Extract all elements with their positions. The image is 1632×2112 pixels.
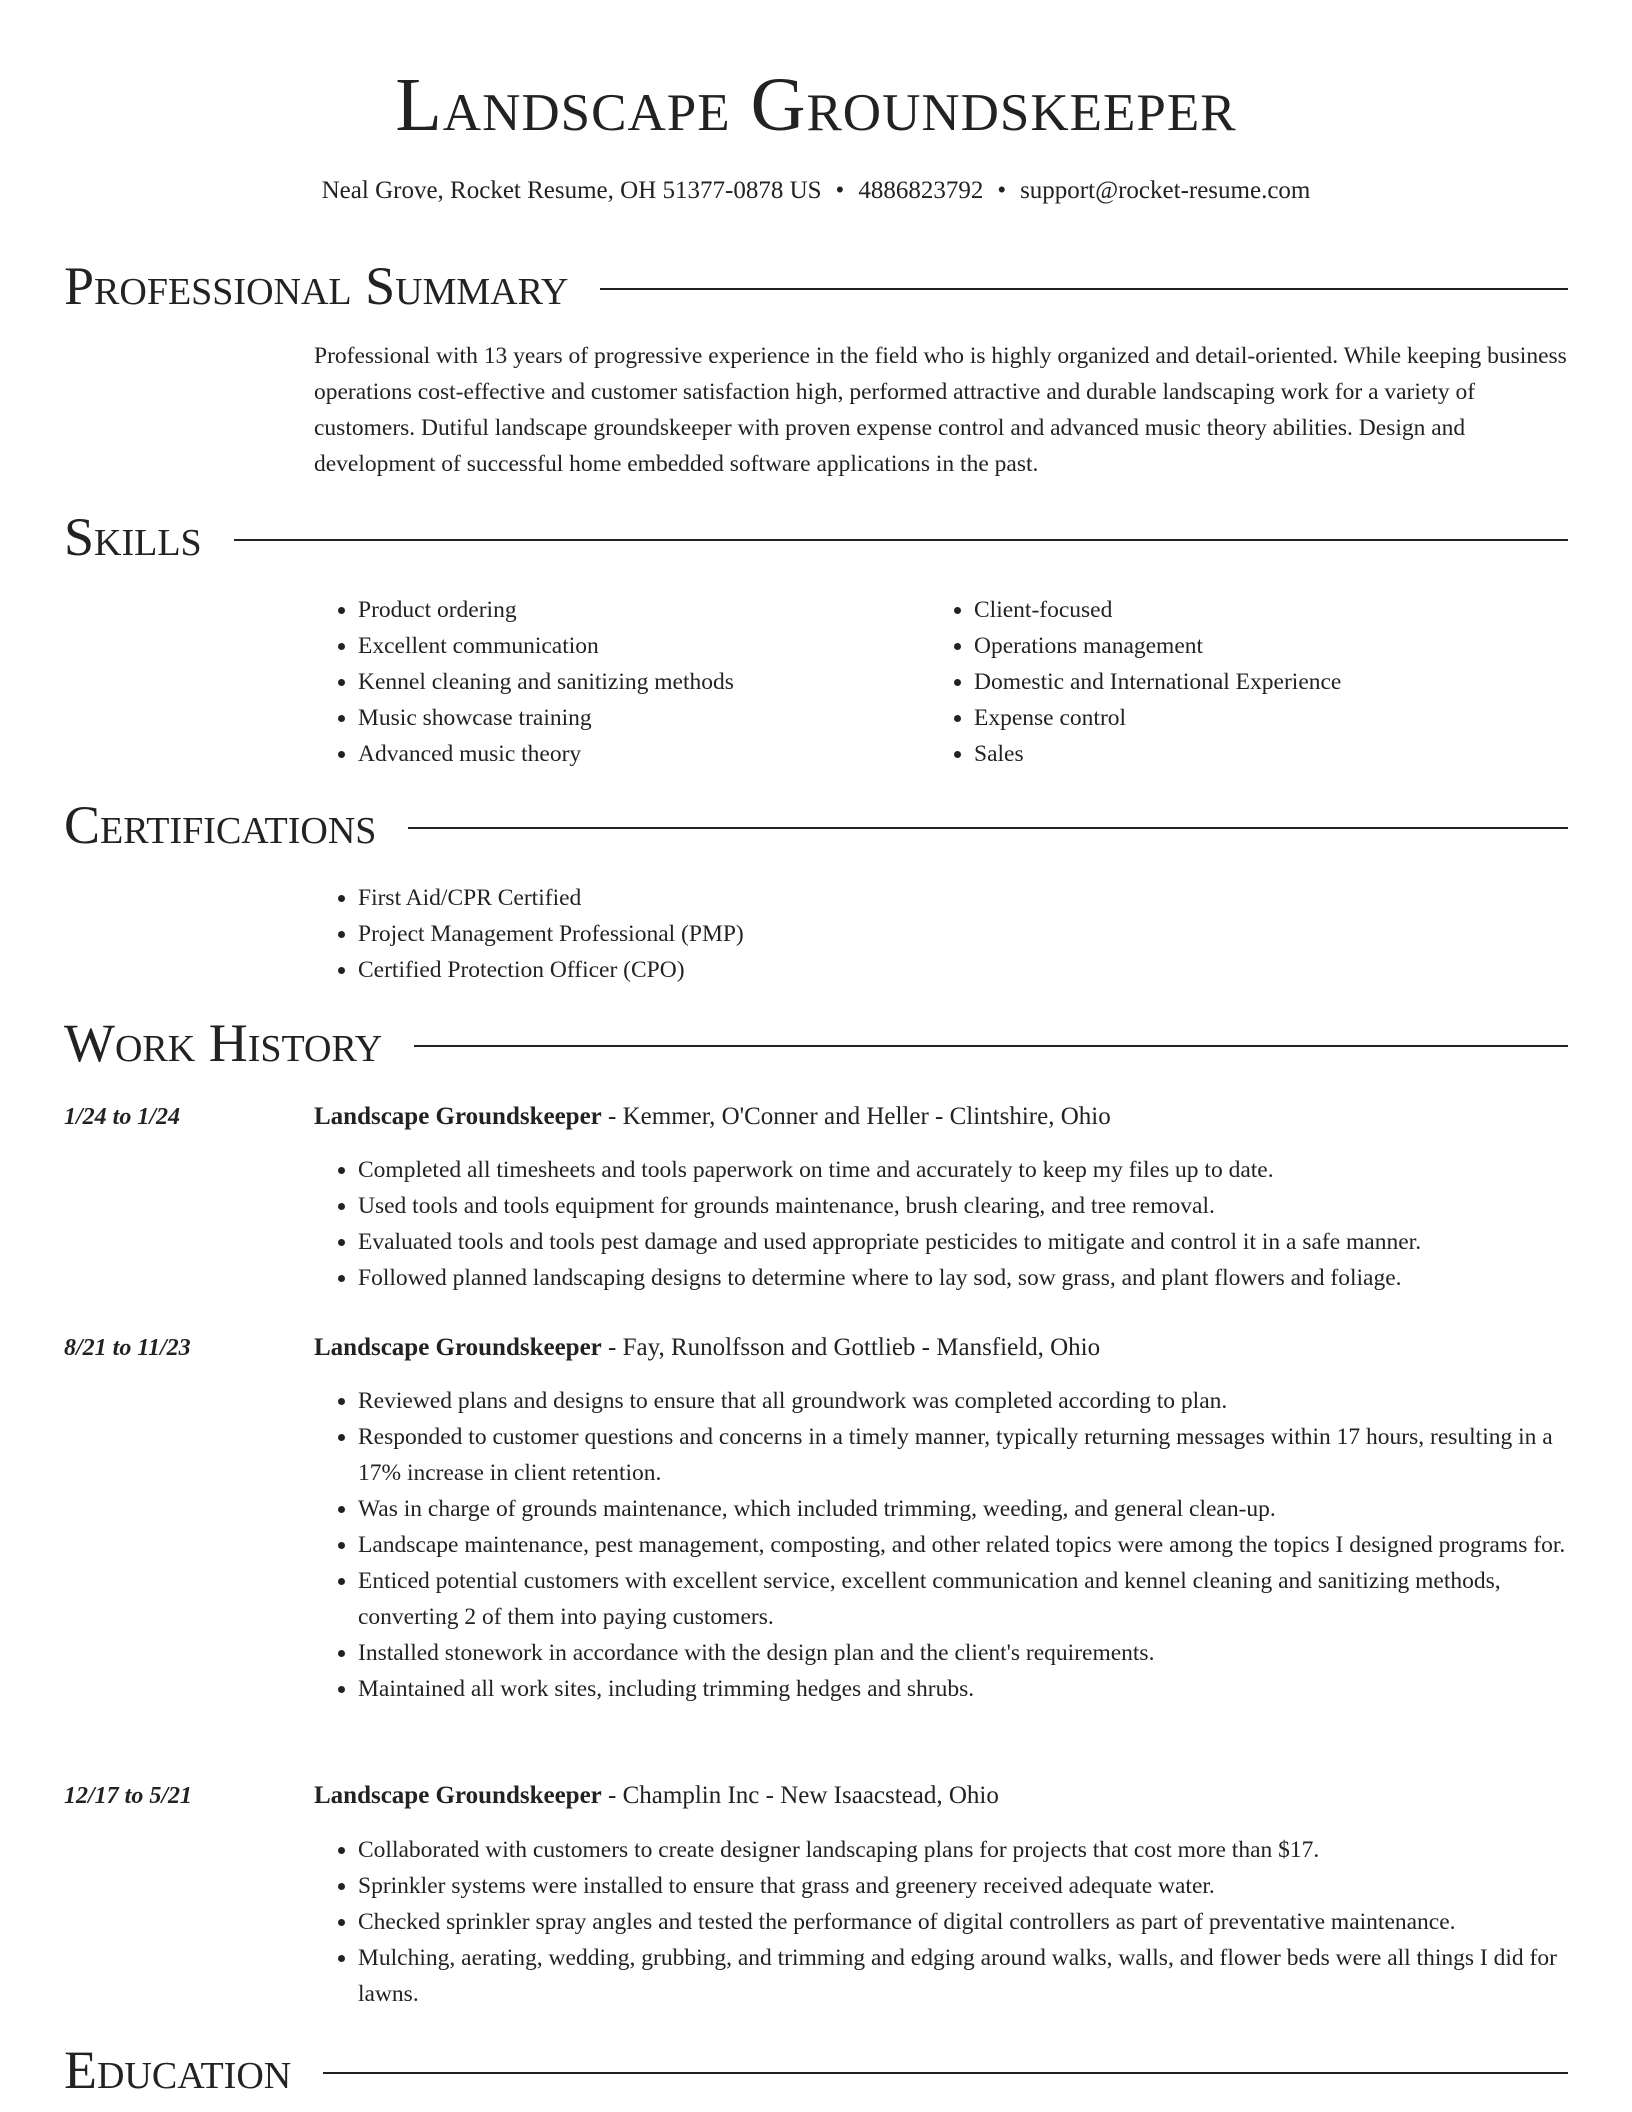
- job-heading: [314, 1099, 1570, 1135]
- job-dates: 1/24 to 1/24: [64, 1104, 181, 1130]
- certification-item: • First Aid/CPR Certified: [358, 880, 1214, 916]
- job-role: Landscape Groundskeeper: [314, 1334, 602, 1361]
- skill-item: • Advanced music theory: [358, 736, 894, 772]
- contact-address: Neal Grove, Rocket Resume, OH 51377-0878 US: [321, 177, 822, 204]
- job-role: Landscape Groundskeeper: [314, 1782, 602, 1809]
- job-bullet: • Enticed potential customers with excellent service, excellent communication and kennel cleaning and sanitizing methods, converting 2 of them into paying customers.: [358, 1563, 1570, 1635]
- section-header-education: [64, 2040, 1568, 2100]
- skill-item: • Sales: [974, 736, 1550, 772]
- section-divider: [234, 539, 1568, 541]
- section-divider: [414, 1045, 1568, 1047]
- job-company: - Kemmer, O'Conner and Heller - Clintshire, Ohio: [601, 1103, 1111, 1130]
- contact-separator: •: [997, 177, 1007, 204]
- job-bullets: [314, 1383, 1570, 1707]
- job-bullet: • Sprinkler systems were installed to ensure that grass and greenery received adequate water.: [358, 1868, 1570, 1904]
- skill-item: • Client-focused: [974, 592, 1550, 628]
- section-header-summary: [64, 256, 1568, 316]
- job-bullet: • Used tools and tools equipment for grounds maintenance, brush clearing, and tree removal.: [358, 1188, 1570, 1224]
- skill-item: • Domestic and International Experience: [974, 664, 1550, 700]
- job-heading: [314, 1778, 1570, 1814]
- skill-item: • Product ordering: [358, 592, 894, 628]
- job-heading: [314, 1330, 1570, 1366]
- certification-item: • Certified Protection Officer (CPO): [358, 952, 1214, 988]
- summary-text: Professional with 13 years of progressive experience in the field who is highly organized and detail-oriented. While keeping business operations cost-effective and customer satisfaction high, performed attractive and durable landscaping work for a variety of customers. Dutiful landscape groundskeeper with proven expense control and advanced music theory abilities. Design and development of successful home embedded software applications in the past.: [314, 343, 1567, 477]
- job-bullet: • Reviewed plans and designs to ensure that all groundwork was completed according to plan.: [358, 1383, 1570, 1419]
- job-dates: 12/17 to 5/21: [64, 1783, 193, 1809]
- contact-line: [0, 173, 1632, 209]
- job-bullet: • Checked sprinkler spray angles and tested the performance of digital controllers as part of preventative maintenance.: [358, 1904, 1570, 1940]
- skills-column-right: [930, 592, 1550, 772]
- job-bullet: • Was in charge of grounds maintenance, which included trimming, weeding, and general clean-up.: [358, 1491, 1570, 1527]
- contact-phone: 4886823792: [858, 177, 984, 204]
- job-bullet: • Completed all timesheets and tools paperwork on time and accurately to keep my files up to date.: [358, 1152, 1570, 1188]
- job-bullet: • Responded to customer questions and concerns in a timely manner, typically returning messages within 17 hours, resulting in a 17% increase in client retention.: [358, 1419, 1570, 1491]
- certifications-list: [314, 880, 1214, 988]
- job-bullet: • Collaborated with customers to create designer landscaping plans for projects that cost more than $17.: [358, 1832, 1570, 1868]
- section-header-certifications: [64, 795, 1568, 855]
- candidate-name: Landscape Groundskeeper: [395, 63, 1237, 147]
- skill-item: • Operations management: [974, 628, 1550, 664]
- job-bullet: • Mulching, aerating, wedding, grubbing, and trimming and edging around walks, walls, and flower beds were all things I did for lawns.: [358, 1940, 1570, 2012]
- section-title-certifications: Certifications: [64, 795, 377, 855]
- skills-column-left: [314, 592, 894, 772]
- section-title-summary: Professional Summary: [64, 256, 569, 316]
- job-company: - Fay, Runolfsson and Gottlieb - Mansfield, Ohio: [601, 1334, 1101, 1361]
- certification-item: • Project Management Professional (PMP): [358, 916, 1214, 952]
- job-bullets: [314, 1832, 1570, 2012]
- job-bullet: • Maintained all work sites, including trimming hedges and shrubs.: [358, 1671, 1570, 1707]
- contact-email[interactable]: support@rocket-resume.com: [1020, 177, 1311, 204]
- skill-item: • Kennel cleaning and sanitizing methods: [358, 664, 894, 700]
- job-bullet: • Landscape maintenance, pest management, composting, and other related topics were among the topics I designed programs for.: [358, 1527, 1570, 1563]
- section-title-education: Education: [64, 2040, 292, 2100]
- job-bullet: • Evaluated tools and tools pest damage and used appropriate pesticides to mitigate and control it in a safe manner.: [358, 1224, 1570, 1260]
- job-company: - Champlin Inc - New Isaacstead, Ohio: [601, 1782, 999, 1809]
- section-header-work-history: [64, 1013, 1568, 1073]
- section-divider: [408, 827, 1568, 829]
- job-role: Landscape Groundskeeper: [314, 1103, 602, 1130]
- section-title-skills: Skills: [64, 507, 202, 567]
- section-header-skills: [64, 507, 1568, 567]
- skill-item: • Excellent communication: [358, 628, 894, 664]
- job-dates: 8/21 to 11/23: [64, 1335, 191, 1361]
- skill-item: • Music showcase training: [358, 700, 894, 736]
- section-title-work-history: Work History: [64, 1013, 383, 1073]
- job-bullets: [314, 1152, 1570, 1296]
- job-bullet: • Followed planned landscaping designs to determine where to lay sod, sow grass, and plant flowers and foliage.: [358, 1260, 1570, 1296]
- job-bullet: • Installed stonework in accordance with the design plan and the client's requirements.: [358, 1635, 1570, 1671]
- section-divider: [600, 288, 1568, 290]
- skill-item: • Expense control: [974, 700, 1550, 736]
- section-divider: [323, 2072, 1568, 2074]
- contact-separator: •: [835, 177, 845, 204]
